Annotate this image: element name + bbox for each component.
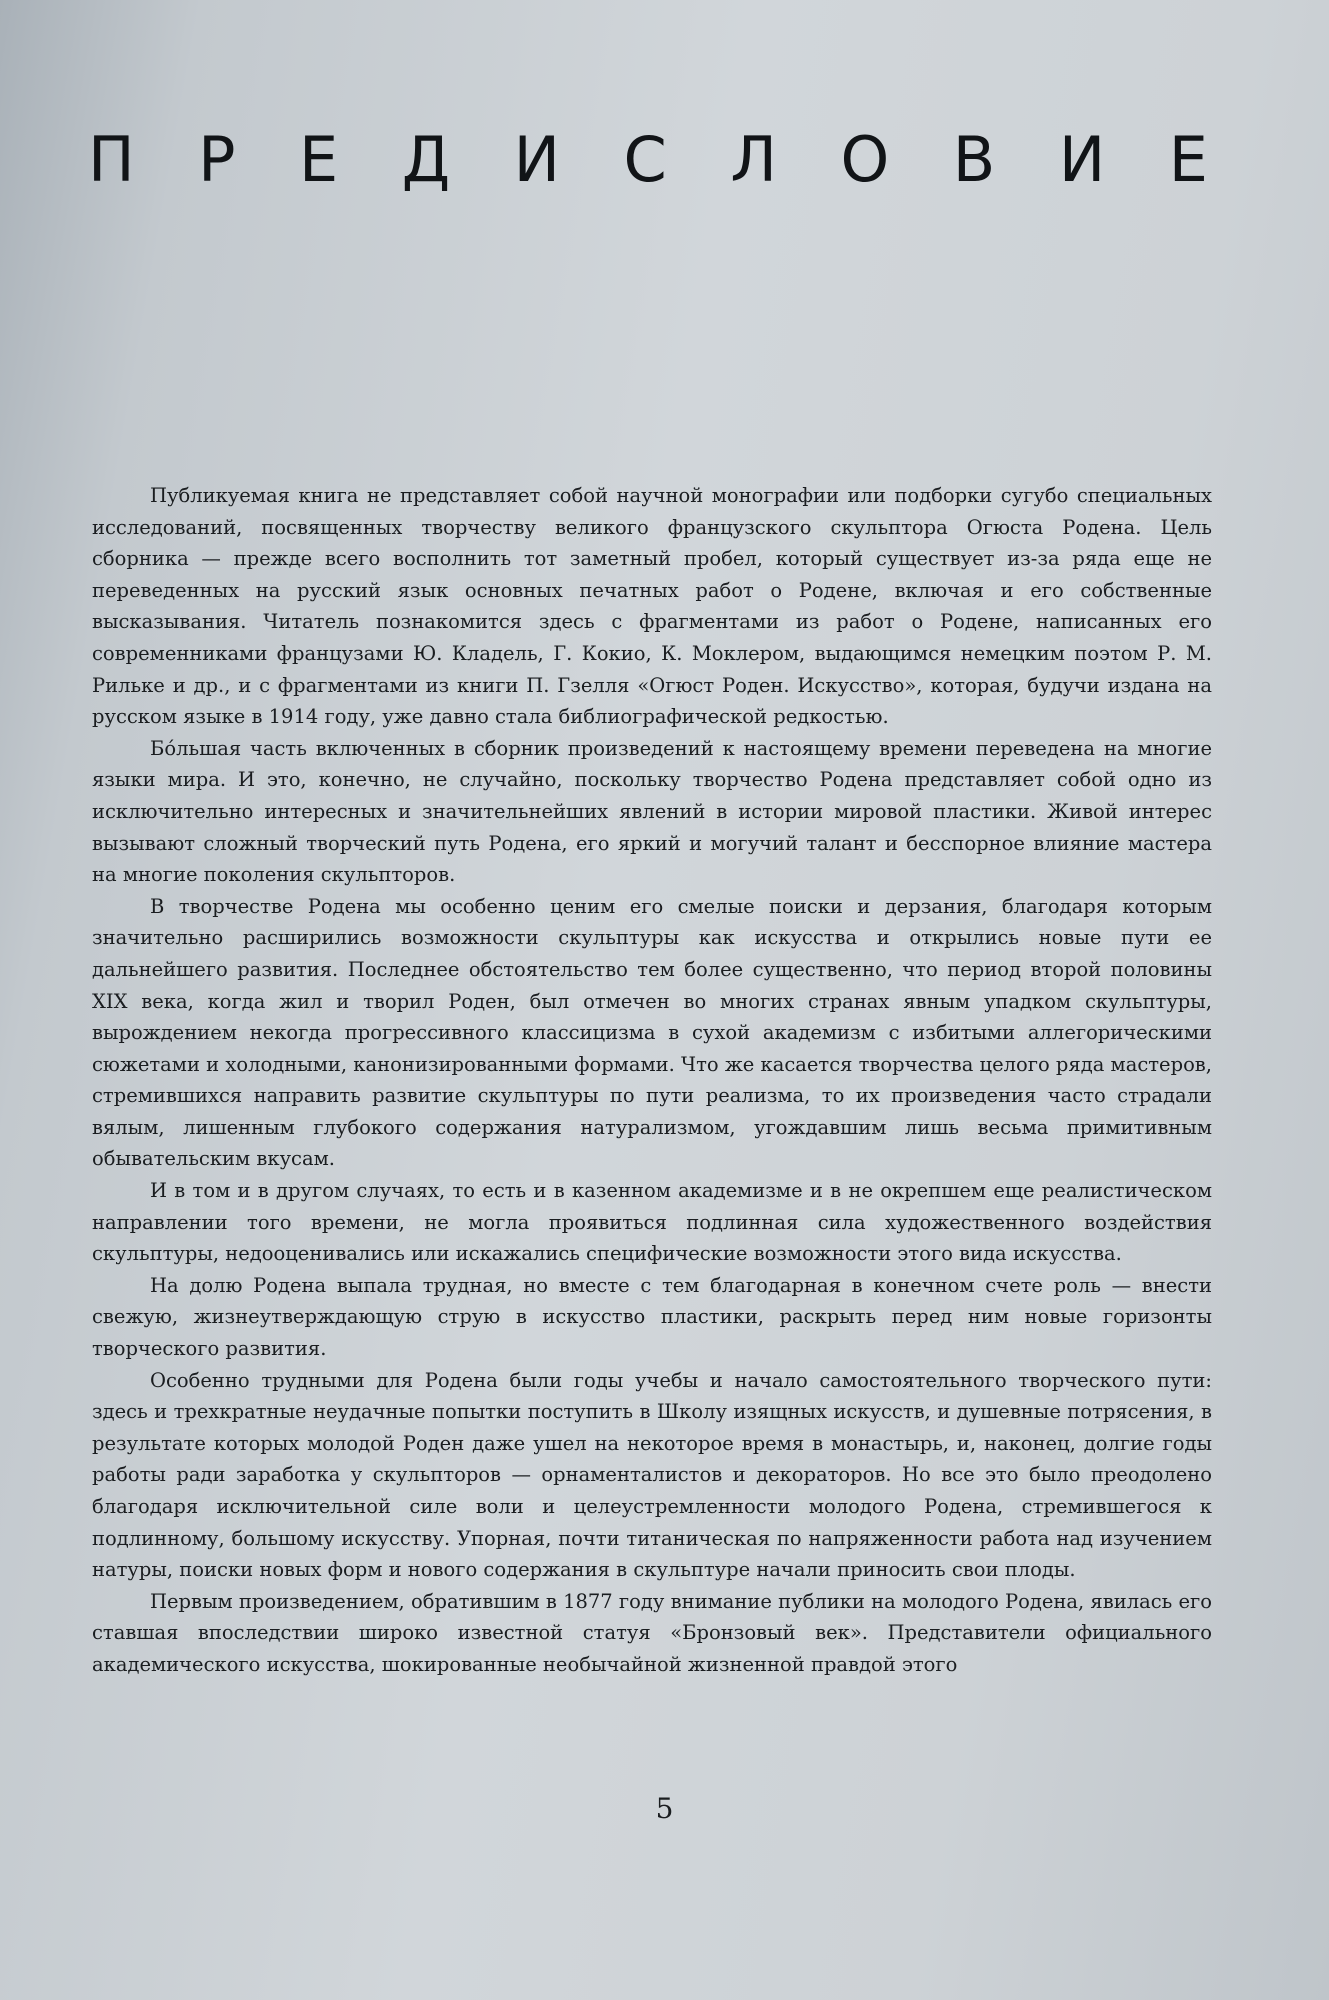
title-letter: И	[513, 123, 561, 196]
paragraph: Особенно трудными для Родена были годы учебы и начало самостоятельного творческого пути: здесь и трехкратные неудачные попытки поступить в Школу изящных искусств, и душевные потрясения, в результате которых молодой Роден даже ушел на некоторое время в монастырь, и, наконец, долгие годы работы ради заработка у скульпторов — орнаменталистов и декораторов. Но все это было преодолено благодаря исключительной силе воли и целеустремленности молодого Родена, стремившегося к подлинному, большому искусству. Упорная, почти титаническая по напряженности работа над изучением натуры, поиски новых форм и нового содержания в скульптуре начали приносить свои плоды.	[92, 1368, 1212, 1582]
title-letter: Р	[198, 123, 236, 196]
paragraph: И в том и в другом случаях, то есть и в казенном академизме и в не окрепшем еще реалистическом направлении того времени, не могла проявиться подлинная сила художественного воздействия скульптуры, недооценивались или искажались специфические возможности этого вида искусства.	[92, 1179, 1212, 1266]
title-letter: Д	[401, 123, 451, 196]
body-text	[92, 480, 1212, 1681]
title-letter: О	[840, 123, 890, 196]
paragraph: В творчестве Родена мы особенно ценим его смелые поиски и дерзания, благодаря которым значительно расширились возможности скульптуры как искусства и открылись новые пути ее дальнейшего развития. Последнее обстоятельство тем более существенно, что период второй половины XIX века, когда жил и творил Роден, был отмечен во многих странах явным упадком скульптуры, вырождением некогда прогрессивного классицизма в сухой академизм с избитыми аллегорическими сюжетами и холодными, канонизированными формами. Что же касается творчества целого ряда мастеров, стремившихся направить развитие скульптуры по пути реализма, то их произведения часто страдали вялым, лишенным глубокого содержания натурализмом, угождавшим лишь весьма примитивным обывательским вкусам.	[92, 894, 1212, 1171]
title-letter: В	[952, 123, 996, 196]
paragraph: На долю Родена выпала трудная, но вместе с тем благодарная в конечном счете роль — внести свежую, жизнеутверждающую струю в искусство пластики, раскрыть перед ним новые горизонты творческого развития.	[92, 1273, 1212, 1361]
paragraph: Публикуемая книга не представляет собой научной монографии или подборки сугубо специальных исследований, посвященных творчеству великого французского скульптора Огюста Родена. Цель сборника — прежде всего восполнить тот заметный пробел, который существует из-за ряда еще не переведенных на русский язык основных печатных работ о Родене, включая и его собственные высказывания. Читатель познакомится здесь с фрагментами из работ о Родене, написанных его современниками французами Ю. Кладель, Г. Кокио, К. Моклером, выдающимся немецким поэтом Р. М. Рильке и др., и с фрагментами из книги П. Гзелля «Огюст Роден. Искусство», которая, будучи издана на русском языке в 1914 году, уже давно стала библиографической редкостью.	[92, 484, 1212, 729]
paragraph: Первым произведением, обратившим в 1877 году внимание публики на молодого Родена, явилась его ставшая впоследствии широко известной статуя «Бронзовый век». Представители официального академического искусства, шокированные необычайной жизненной правдой этого	[92, 1589, 1212, 1676]
title-letter: С	[623, 123, 667, 196]
title-letter: Л	[730, 123, 777, 196]
title-letter: Е	[1168, 123, 1208, 196]
title-letter: И	[1058, 123, 1106, 196]
page-number: 5	[655, 1792, 674, 1825]
paragraph: Бо́льшая часть включенных в сборник произведений к настоящему времени переведена на многие языки мира. И это, конечно, не случайно, поскольку творчество Родена представляет собой одно из исключительно интересных и значительнейших явлений в истории мировой пластики. Живой интерес вызывают сложный творческий путь Родена, его яркий и могучий талант и бесспорное влияние мастера на многие поколения скульпторов.	[92, 736, 1212, 887]
title-letter: П	[88, 123, 135, 196]
page-title	[88, 120, 1208, 200]
title-letter: Е	[299, 123, 339, 196]
